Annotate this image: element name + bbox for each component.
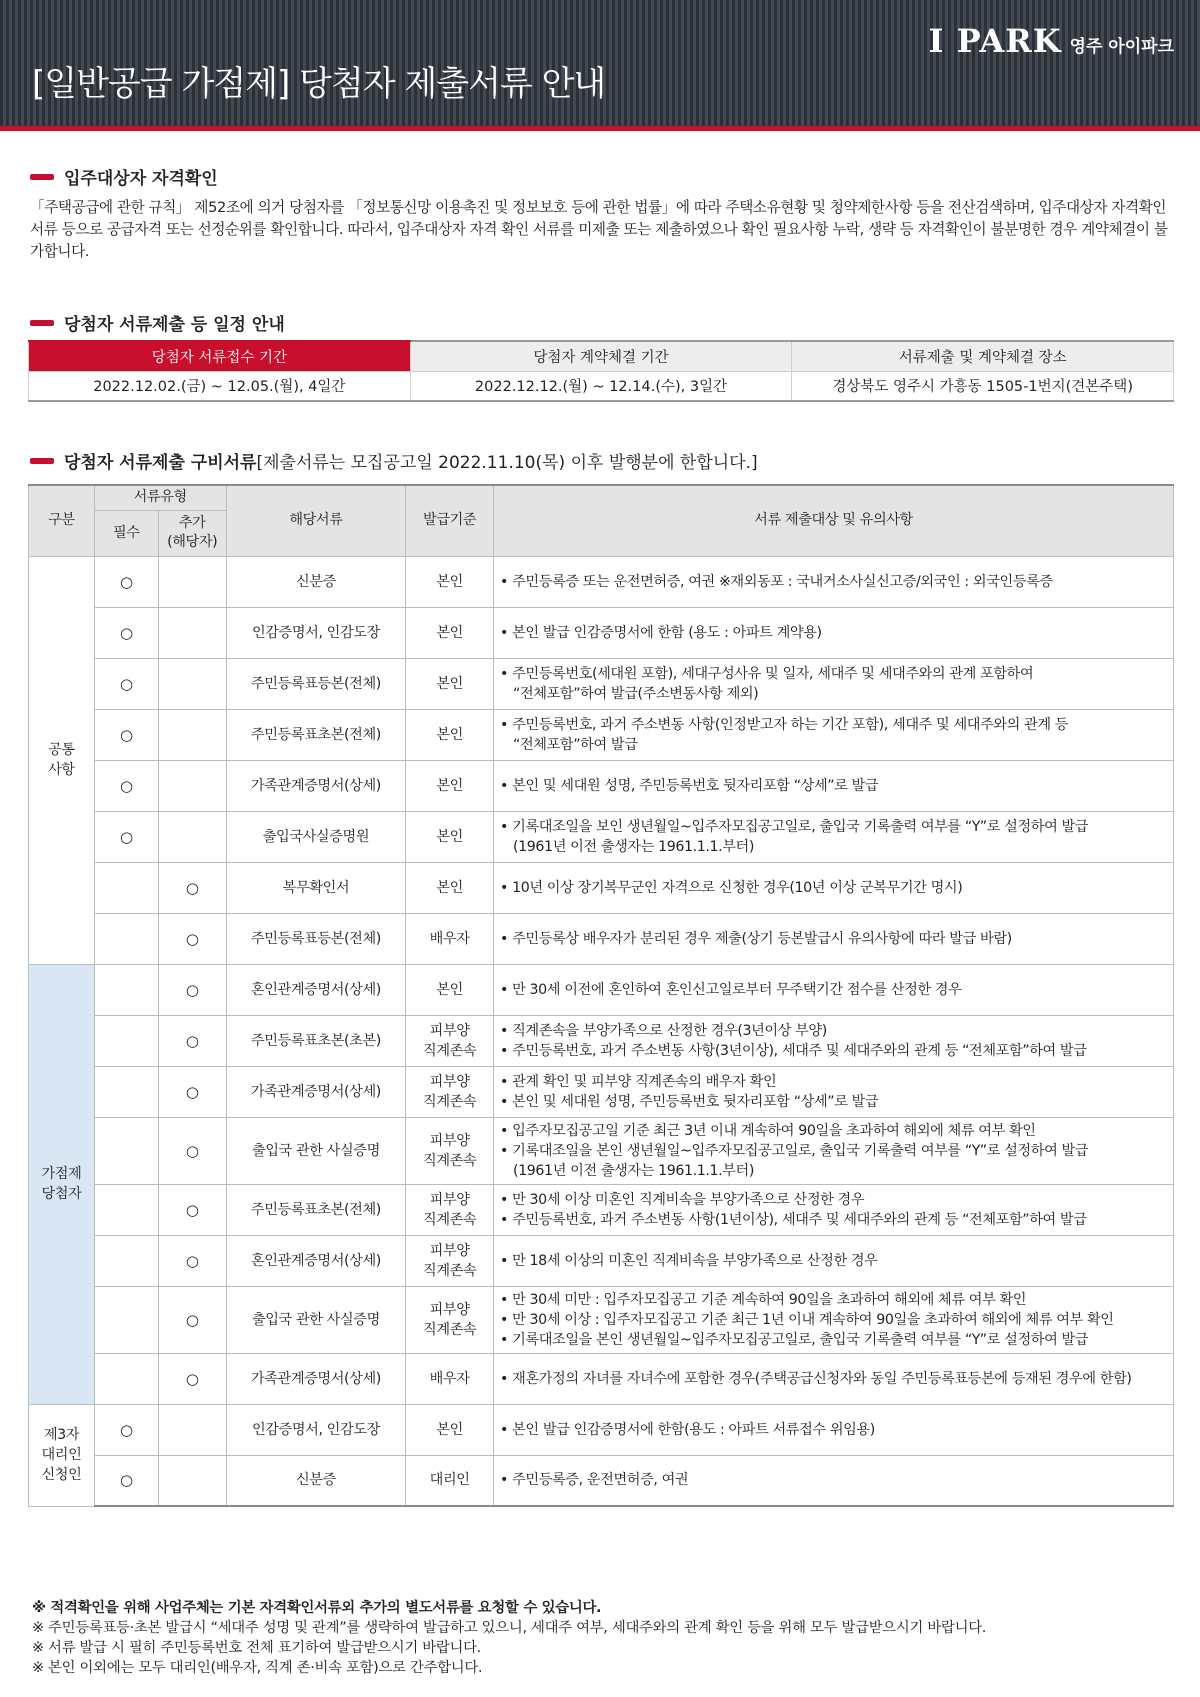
document-note bbox=[494, 1455, 1174, 1506]
note-line: • 기록대조일을 본인 생년월일~입주자모집공고일로, 출입국 기록출력 여부를 “Y”로 설정하여 발급 bbox=[500, 1142, 1089, 1159]
table-row bbox=[29, 1286, 1174, 1353]
issue-basis: 본인 bbox=[406, 607, 494, 658]
document-name: 신분증 bbox=[226, 556, 406, 607]
note-line: • 만 30세 이전에 혼인하여 혼인신고일로부터 무주택기간 점수를 산정한 경우 bbox=[500, 981, 962, 998]
header-group: 구분 bbox=[29, 485, 95, 556]
note-line: • 만 18세 이상의 미혼인 직계비속을 부양가족으로 산정한 경우 bbox=[500, 1252, 878, 1269]
table-row bbox=[29, 1117, 1174, 1184]
extra-mark: ○ bbox=[158, 1235, 226, 1286]
issue-basis: 본인 bbox=[406, 760, 494, 811]
issue-basis: 본인 bbox=[406, 1404, 494, 1455]
schedule-table bbox=[28, 340, 1174, 402]
table-row bbox=[29, 1455, 1174, 1506]
issue-basis: 배우자 bbox=[406, 913, 494, 964]
table-row bbox=[29, 556, 1174, 607]
note-line: • 주민등록증 또는 운전면허증, 여권 ※재외동포 : 국내거소사실신고증/외국인 : 외국인등록증 bbox=[500, 573, 1053, 590]
issue-basis: 피부양 직계존속 bbox=[406, 1286, 494, 1353]
note-line: • 직계존속을 부양가족으로 산정한 경우(3년이상 부양) bbox=[500, 1022, 827, 1039]
required-mark bbox=[94, 913, 158, 964]
note-line: • 기록대조일을 보인 생년월일~입주자모집공고일로, 출입국 기록출력 여부를 “Y”로 설정하여 발급 bbox=[500, 818, 1089, 835]
document-note bbox=[494, 1286, 1174, 1353]
document-name: 출입국 관한 사실증명 bbox=[226, 1117, 406, 1184]
required-mark bbox=[94, 862, 158, 913]
note-line: • 본인 발급 인감증명서에 한함 (용도 : 아파트 계약용) bbox=[500, 624, 822, 641]
required-mark: ○ bbox=[94, 709, 158, 760]
note-line: • 본인 및 세대원 성명, 주민등록번호 뒷자리포함 “상세”로 발급 bbox=[500, 777, 879, 794]
extra-mark: ○ bbox=[158, 1353, 226, 1404]
footer-notes bbox=[32, 1598, 1182, 1678]
document-name: 복무확인서 bbox=[226, 862, 406, 913]
required-mark bbox=[94, 1286, 158, 1353]
extra-mark bbox=[158, 1404, 226, 1455]
required-mark bbox=[94, 1235, 158, 1286]
issue-basis: 피부양 직계존속 bbox=[406, 1184, 494, 1235]
document-name: 주민등록표초본(전체) bbox=[226, 1184, 406, 1235]
brand-logo-text: I PARK bbox=[928, 22, 1062, 60]
extra-mark bbox=[158, 658, 226, 709]
table-row bbox=[29, 1235, 1174, 1286]
note-line: “전체포함”하여 발급(주소변동사항 제외) bbox=[513, 685, 759, 702]
header-extra bbox=[158, 510, 226, 556]
header-document: 해당서류 bbox=[226, 485, 406, 556]
schedule-header-place: 서류제출 및 계약체결 장소 bbox=[792, 341, 1174, 371]
extra-mark bbox=[158, 607, 226, 658]
table-row bbox=[29, 607, 1174, 658]
table-row bbox=[29, 811, 1174, 862]
required-mark bbox=[94, 1184, 158, 1235]
document-note bbox=[494, 862, 1174, 913]
extra-mark bbox=[158, 1455, 226, 1506]
extra-mark: ○ bbox=[158, 1184, 226, 1235]
page-title: [일반공급 가점제] 당첨자 제출서류 안내 bbox=[32, 64, 606, 104]
footer-note-2: ※ 주민등록표등·초본 발급시 “세대주 성명 및 관계”를 생략하여 발급하고 있으니, 세대주 여부, 세대주와의 관계 확인 등을 위해 모두 발급받으시기 바랍니다. bbox=[32, 1620, 987, 1636]
document-name: 인감증명서, 인감도장 bbox=[226, 607, 406, 658]
extra-mark bbox=[158, 709, 226, 760]
section-bullet-icon bbox=[30, 458, 54, 464]
header-required: 필수 bbox=[94, 510, 158, 556]
table-row bbox=[29, 1404, 1174, 1455]
document-note bbox=[494, 1184, 1174, 1235]
extra-mark: ○ bbox=[158, 1066, 226, 1117]
document-note bbox=[494, 658, 1174, 709]
section-title-text: 입주대상자 자격확인 bbox=[64, 169, 218, 189]
required-mark bbox=[94, 964, 158, 1015]
note-line: • 본인 및 세대원 성명, 주민등록번호 뒷자리포함 “상세”로 발급 bbox=[500, 1093, 879, 1110]
note-line: (1961년 이전 출생자는 1961.1.1.부터) bbox=[513, 1162, 754, 1179]
note-line: • 기록대조일을 본인 생년월일~입주자모집공고일로, 출입국 기록출력 여부를 “Y”로 설정하여 발급 bbox=[500, 1331, 1089, 1348]
required-mark bbox=[94, 1066, 158, 1117]
note-line: • 만 30세 이상 : 입주자모집공고 기준 최근 1년 이내 계속하여 90일을 초과하여 해외에 체류 여부 확인 bbox=[500, 1311, 1114, 1328]
note-line: • 만 30세 미만 : 입주자모집공고 기준 계속하여 90일을 초과하여 해외에 체류 여부 확인 bbox=[500, 1291, 1027, 1308]
document-note bbox=[494, 1015, 1174, 1066]
document-note bbox=[494, 811, 1174, 862]
schedule-contract-period: 2022.12.12.(월) ~ 12.14.(수), 3일간 bbox=[410, 371, 792, 401]
schedule-header-contract: 당첨자 계약체결 기간 bbox=[410, 341, 792, 371]
document-name: 주민등록표초본(초본) bbox=[226, 1015, 406, 1066]
note-line: • 주민등록번호, 과거 주소변동 사항(인정받고자 하는 기간 포함), 세대주 및 세대주와의 관계 등 bbox=[500, 716, 1069, 733]
footer-note-1: ※ 적격확인을 위해 사업주체는 기본 자격확인서류외 추가의 별도서류를 요청할 수 있습니다. bbox=[32, 1600, 602, 1616]
footer-note-3: ※ 서류 발급 시 필히 주민등록번호 전체 표기하여 발급받으시기 바랍니다. bbox=[32, 1640, 481, 1656]
document-name: 출입국사실증명원 bbox=[226, 811, 406, 862]
extra-mark bbox=[158, 760, 226, 811]
schedule-header-submission: 당첨자 서류접수 기간 bbox=[29, 341, 411, 371]
document-note bbox=[494, 709, 1174, 760]
issue-basis: 본인 bbox=[406, 556, 494, 607]
note-line: (1961년 이전 출생자는 1961.1.1.부터) bbox=[513, 838, 754, 855]
note-line: • 주민등록번호, 과거 주소변동 사항(3년이상), 세대주 및 세대주와의 관계 등 “전체포함”하여 발급 bbox=[500, 1042, 1087, 1059]
note-line: • 주민등록번호, 과거 주소변동 사항(1년이상), 세대주 및 세대주와의 관계 등 “전체포함”하여 발급 bbox=[500, 1211, 1087, 1228]
note-line: • 주민등록번호(세대원 포함), 세대구성사유 및 일자, 세대주 및 세대주와의 관계 포함하여 bbox=[500, 665, 1034, 682]
table-row bbox=[29, 1066, 1174, 1117]
group-cell-common: 공통 사항 bbox=[29, 556, 95, 964]
header-notes: 서류 제출대상 및 유의사항 bbox=[494, 485, 1174, 556]
extra-mark: ○ bbox=[158, 1117, 226, 1184]
document-note bbox=[494, 1066, 1174, 1117]
group-cell-proxy: 제3자 대리인 신청인 bbox=[29, 1404, 95, 1506]
required-mark: ○ bbox=[94, 1404, 158, 1455]
issue-basis: 피부양 직계존속 bbox=[406, 1117, 494, 1184]
table-row bbox=[29, 862, 1174, 913]
note-line: • 입주자모집공고일 기준 최근 3년 이내 계속하여 90일을 초과하여 해외에 체류 여부 확인 bbox=[500, 1122, 1036, 1139]
table-row bbox=[29, 1353, 1174, 1404]
document-note bbox=[494, 1235, 1174, 1286]
section-title-text: 당첨자 서류제출 등 일정 안내 bbox=[64, 315, 285, 335]
header-divider bbox=[0, 126, 1200, 131]
issue-basis: 본인 bbox=[406, 658, 494, 709]
document-name: 가족관계증명서(상세) bbox=[226, 1066, 406, 1117]
documents-table bbox=[28, 484, 1174, 1507]
table-row bbox=[29, 709, 1174, 760]
document-note bbox=[494, 1117, 1174, 1184]
extra-mark: ○ bbox=[158, 913, 226, 964]
table-row bbox=[29, 1184, 1174, 1235]
required-mark: ○ bbox=[94, 760, 158, 811]
required-mark bbox=[94, 1015, 158, 1066]
document-name: 혼인관계증명서(상세) bbox=[226, 964, 406, 1015]
document-name: 주민등록표초본(전체) bbox=[226, 709, 406, 760]
extra-mark: ○ bbox=[158, 1286, 226, 1353]
extra-mark: ○ bbox=[158, 1015, 226, 1066]
section-title-schedule bbox=[30, 310, 285, 335]
section-title-documents bbox=[30, 448, 758, 473]
page-header bbox=[0, 0, 1200, 131]
document-name: 혼인관계증명서(상세) bbox=[226, 1235, 406, 1286]
section-bullet-icon bbox=[30, 174, 54, 180]
brand-sub-text: 영주 아이파크 bbox=[1069, 37, 1174, 57]
schedule-place: 경상북도 영주시 가흥동 1505-1번지(견본주택) bbox=[792, 371, 1174, 401]
section-title-text: 당첨자 서류제출 구비서류 bbox=[64, 453, 257, 473]
brand-logo bbox=[928, 22, 1174, 60]
issue-basis: 피부양 직계존속 bbox=[406, 1235, 494, 1286]
required-mark: ○ bbox=[94, 811, 158, 862]
issue-basis: 본인 bbox=[406, 862, 494, 913]
table-row bbox=[29, 1015, 1174, 1066]
document-name: 인감증명서, 인감도장 bbox=[226, 1404, 406, 1455]
required-mark bbox=[94, 1353, 158, 1404]
extra-mark bbox=[158, 811, 226, 862]
document-name: 가족관계증명서(상세) bbox=[226, 760, 406, 811]
document-name: 출입국 관한 사실증명 bbox=[226, 1286, 406, 1353]
section-title-note: [제출서류는 모집공고일 2022.11.10(목) 이후 발행분에 한합니다.] bbox=[256, 453, 758, 473]
issue-basis: 본인 bbox=[406, 709, 494, 760]
header-basis: 발급기준 bbox=[406, 485, 494, 556]
document-note bbox=[494, 556, 1174, 607]
document-name: 주민등록표등본(전체) bbox=[226, 658, 406, 709]
table-row bbox=[29, 760, 1174, 811]
document-name: 가족관계증명서(상세) bbox=[226, 1353, 406, 1404]
table-row bbox=[29, 964, 1174, 1015]
header-extra-label: 추가 bbox=[178, 515, 206, 531]
section-title-eligibility bbox=[30, 164, 218, 189]
issue-basis: 대리인 bbox=[406, 1455, 494, 1506]
note-line: • 주민등록증, 운전면허증, 여권 bbox=[500, 1472, 689, 1489]
note-line: • 본인 발급 인감증명서에 한함(용도 : 아파트 서류접수 위임용) bbox=[500, 1421, 875, 1438]
document-note bbox=[494, 760, 1174, 811]
note-line: “전체포함”하여 발급 bbox=[513, 736, 638, 753]
extra-mark bbox=[158, 556, 226, 607]
note-line: • 주민등록상 배우자가 분리된 경우 제출(상기 등본발급시 유의사항에 따라 발급 바람) bbox=[500, 930, 1012, 947]
issue-basis: 본인 bbox=[406, 964, 494, 1015]
document-note bbox=[494, 607, 1174, 658]
document-name: 신분증 bbox=[226, 1455, 406, 1506]
required-mark: ○ bbox=[94, 607, 158, 658]
extra-mark: ○ bbox=[158, 964, 226, 1015]
issue-basis: 피부양 직계존속 bbox=[406, 1015, 494, 1066]
note-line: • 만 30세 이상 미혼인 직계비속을 부양가족으로 산정한 경우 bbox=[500, 1191, 865, 1208]
issue-basis: 배우자 bbox=[406, 1353, 494, 1404]
issue-basis: 본인 bbox=[406, 811, 494, 862]
document-note bbox=[494, 913, 1174, 964]
issue-basis: 피부양 직계존속 bbox=[406, 1066, 494, 1117]
note-line: • 재혼가정의 자녀를 자녀수에 포함한 경우(주택공급신청자와 동일 주민등록표등본에 등재된 경우에 한함) bbox=[500, 1370, 1132, 1387]
note-line: • 관계 확인 및 피부양 직계존속의 배우자 확인 bbox=[500, 1073, 777, 1090]
group-cell-score: 가점제 당첨자 bbox=[29, 964, 95, 1404]
schedule-submission-period: 2022.12.02.(금) ~ 12.05.(월), 4일간 bbox=[29, 371, 411, 401]
section-bullet-icon bbox=[30, 320, 54, 326]
table-row bbox=[29, 913, 1174, 964]
document-note bbox=[494, 1353, 1174, 1404]
header-extra-sub: (해당자) bbox=[167, 534, 218, 550]
eligibility-paragraph: 「주택공급에 관한 규칙」 제52조에 의거 당첨자를 「정보통신망 이용촉진 및 정보보호 등에 관한 법률」에 따라 주택소유현황 및 청약제한사항 등을 전산검색하며, 입주대상자 자격확인서류 등으로 공급자격 또는 선정순위를 확인합니다. 따라서, 입주대상자 자격 확인 서류를 미제출 또는 제출하였으나 확인 필요사항 누락, 생략 등 자격확인이 불분명한 경우 계약체결이 불가합니다. bbox=[30, 199, 1168, 260]
required-mark: ○ bbox=[94, 1455, 158, 1506]
extra-mark: ○ bbox=[158, 862, 226, 913]
required-mark: ○ bbox=[94, 556, 158, 607]
document-note bbox=[494, 1404, 1174, 1455]
document-name: 주민등록표등본(전체) bbox=[226, 913, 406, 964]
table-row bbox=[29, 658, 1174, 709]
footer-note-4: ※ 본인 이외에는 모두 대리인(배우자, 직계 존·비속 포함)으로 간주합니다. bbox=[32, 1660, 483, 1676]
required-mark: ○ bbox=[94, 658, 158, 709]
header-doc-type: 서류유형 bbox=[94, 485, 226, 510]
required-mark bbox=[94, 1117, 158, 1184]
note-line: • 10년 이상 장기복무군인 자격으로 신청한 경우(10년 이상 군복무기간 명시) bbox=[500, 879, 963, 896]
document-note bbox=[494, 964, 1174, 1015]
